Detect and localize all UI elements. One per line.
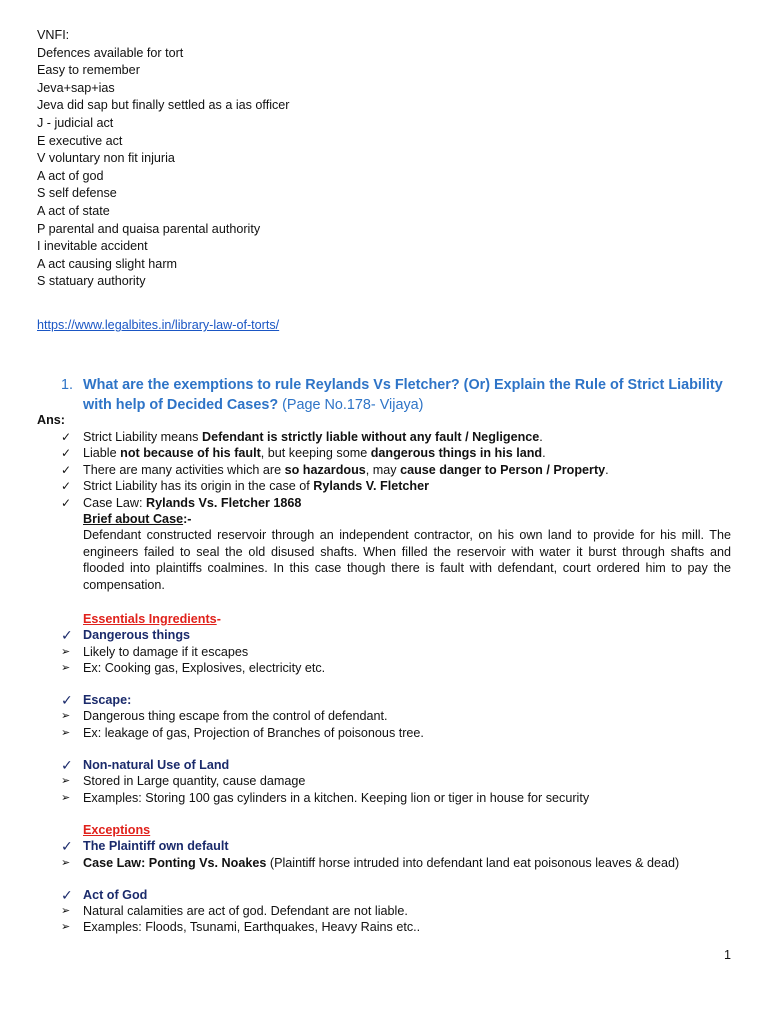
page-number: 1 — [724, 948, 732, 962]
list-item — [61, 919, 741, 935]
answer-points — [61, 429, 731, 593]
list-item — [61, 708, 741, 724]
list-item — [61, 903, 741, 919]
intro-line: A act of god — [37, 168, 104, 183]
intro-line: Jeva+sap+ias — [37, 80, 115, 95]
intro-line: VNFI: — [37, 28, 70, 42]
check-icon: ✓ — [61, 430, 72, 444]
list-item — [61, 478, 731, 494]
point-bold: so hazardous — [284, 462, 366, 477]
point-text: . — [539, 430, 543, 444]
essentials-title-suffix: - — [216, 612, 221, 626]
bullet-text: Natural calamities are act of god. Defendant are not liable. — [83, 904, 408, 919]
list-item — [61, 855, 741, 871]
intro-line: Easy to remember — [37, 63, 140, 78]
answer-label: Ans: — [37, 413, 65, 427]
arrow-bullet-icon: ➢ — [61, 661, 71, 674]
point-bold: not because of his fault — [120, 446, 261, 461]
point-text: Case Law: — [83, 495, 146, 510]
point-bold: Rylands Vs. Fletcher 1868 — [146, 495, 302, 510]
list-item — [61, 790, 741, 806]
list-item — [61, 725, 741, 741]
list-item — [61, 644, 741, 660]
essential-heading — [61, 757, 741, 773]
arrow-bullet-icon: ➢ — [61, 791, 71, 804]
check-icon: ✓ — [61, 757, 73, 774]
list-item — [61, 462, 731, 478]
bullet-text: Dangerous thing escape from the control of defendant. — [83, 709, 388, 724]
exception-heading-label: Act of God — [83, 887, 148, 902]
intro-line: S statuary authority — [37, 274, 146, 289]
point-bold: dangerous things in his land — [370, 446, 543, 461]
arrow-bullet-icon: ➢ — [61, 775, 71, 788]
bullet-text: (Plaintiff horse intruded into defendant land eat poisonous leaves & dead) — [266, 855, 680, 870]
essential-heading-label: Escape: — [83, 693, 132, 708]
intro-line: Jeva did sap but finally settled as a ias officer — [37, 98, 290, 113]
list-item — [61, 773, 741, 789]
brief-suffix: :- — [183, 512, 192, 527]
essential-heading-label: Dangerous things — [83, 628, 191, 643]
point-text: Liable — [83, 446, 121, 461]
point-text: . — [605, 462, 609, 477]
question-heading — [61, 375, 741, 415]
exception-heading — [61, 887, 741, 903]
intro-line: E executive act — [37, 133, 123, 148]
bullet-text: Examples: Floods, Tsunami, Earthquakes, Heavy Rains etc.. — [83, 920, 421, 935]
exception-heading-label: The Plaintiff own default — [83, 839, 229, 854]
check-icon: ✓ — [61, 462, 72, 477]
exceptions-title: Exceptions — [83, 822, 151, 837]
check-icon: ✓ — [61, 479, 72, 494]
point-bold: Defendant is strictly liable without any fault / Negligence — [201, 430, 540, 444]
intro-line: P parental and quaisa parental authority — [37, 221, 261, 236]
check-icon: ✓ — [61, 495, 72, 510]
check-icon: ✓ — [61, 838, 73, 855]
bullet-text: Likely to damage if it escapes — [83, 644, 249, 659]
check-icon: ✓ — [61, 886, 73, 903]
essentials-section — [61, 611, 741, 936]
bullet-text: Ex: leakage of gas, Projection of Branches of poisonous tree. — [83, 725, 424, 740]
exception-heading — [61, 838, 741, 854]
intro-notes — [37, 27, 289, 291]
check-icon: ✓ — [61, 692, 73, 709]
question-number: 1. — [61, 377, 74, 393]
point-text: . — [542, 446, 546, 461]
point-bold: cause danger to Person / Property — [400, 462, 606, 477]
intro-line: I inevitable accident — [37, 239, 148, 254]
point-bold: Rylands V. Fletcher — [313, 479, 430, 494]
arrow-bullet-icon: ➢ — [61, 726, 71, 739]
bullet-text: Examples: Storing 100 gas cylinders in a kitchen. Keeping lion or tiger in house for security — [83, 790, 590, 805]
list-item — [61, 429, 731, 445]
intro-line: Defences available for tort — [37, 45, 184, 60]
bullet-text: Stored in Large quantity, cause damage — [83, 774, 306, 789]
legalbites-link[interactable]: https://www.legalbites.in/library-law-of-torts/ — [37, 318, 280, 332]
list-item — [61, 445, 731, 461]
point-text: , may — [365, 462, 401, 477]
bullet-text: Ex: Cooking gas, Explosives, electricity etc. — [83, 660, 326, 675]
point-text: There are many activities which are — [83, 462, 285, 477]
bullet-bold: Case Law: Ponting Vs. Noakes — [83, 855, 267, 870]
essential-heading-label: Non-natural Use of Land — [83, 758, 230, 773]
arrow-bullet-icon: ➢ — [61, 710, 71, 723]
question-text: What are the exemptions to rule Reylands Vs Fletcher? (Or) Explain the Rule of Strict Liability with help of Decided Cases? — [83, 377, 723, 413]
intro-line: A act causing slight harm — [37, 256, 178, 271]
list-item — [61, 660, 741, 676]
intro-line: S self defense — [37, 186, 117, 201]
essentials-title: Essentials Ingredients — [83, 612, 217, 626]
intro-line: J - judicial act — [37, 115, 114, 130]
brief-label: Brief about Case — [83, 512, 184, 527]
point-text: , but keeping some — [260, 446, 371, 461]
intro-line: A act of state — [37, 203, 110, 218]
intro-line: V voluntary non fit injuria — [37, 151, 175, 166]
check-icon: ✓ — [61, 446, 72, 461]
case-brief-paragraph: Defendant constructed reservoir through an independent contractor, on his own land to provide for his mill. The engineers failed to seal the old disused shafts. When filled the reservoir with water it burst through shafts and flooded into plaintiffs coalmines. In this case though there is fault with defendant, court ordered him to pay the compensation. — [83, 528, 731, 592]
point-text: Strict Liability has its origin in the case of — [83, 479, 314, 494]
check-icon: ✓ — [61, 627, 73, 644]
list-item — [61, 495, 731, 593]
essential-heading — [61, 692, 741, 708]
arrow-bullet-icon: ➢ — [61, 921, 71, 934]
arrow-bullet-icon: ➢ — [61, 856, 71, 869]
brief-heading — [83, 511, 731, 527]
question-reference: (Page No.178- Vijaya) — [278, 397, 424, 413]
arrow-bullet-icon: ➢ — [61, 645, 71, 658]
arrow-bullet-icon: ➢ — [61, 905, 71, 918]
essential-heading — [61, 627, 741, 643]
point-text: Strict Liability means — [83, 430, 202, 444]
